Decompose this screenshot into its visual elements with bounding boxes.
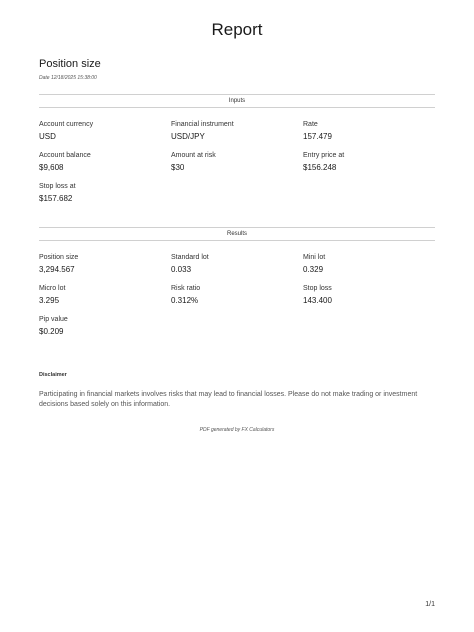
field-value: $9,608 xyxy=(39,163,64,172)
result-mini-lot xyxy=(303,253,433,275)
field-value: $156.248 xyxy=(303,163,337,172)
field-label: Pip value xyxy=(39,316,68,323)
input-amount-at-risk xyxy=(171,151,301,173)
field-value: 143.400 xyxy=(303,296,332,305)
report-subtitle: Position size xyxy=(39,58,101,70)
inputs-section-heading: Inputs xyxy=(39,94,435,108)
field-value: 3.295 xyxy=(39,296,60,305)
input-account-balance xyxy=(39,151,169,173)
results-section-heading: Results xyxy=(39,227,435,241)
field-label: Risk ratio xyxy=(171,285,201,292)
result-risk-ratio xyxy=(171,284,301,306)
field-value: 157.479 xyxy=(303,132,332,141)
field-label: Standard lot xyxy=(171,254,209,261)
disclaimer-text: Participating in financial markets involves risks that may lead to financial losses. Please do not make trading or investment decisions based solely on this information. xyxy=(39,391,418,408)
field-value: USD xyxy=(39,132,56,141)
field-label: Entry price at xyxy=(303,152,345,159)
field-value: 3,294.567 xyxy=(39,265,75,274)
field-value: 0.033 xyxy=(171,265,192,274)
field-label: Stop loss at xyxy=(39,183,76,190)
field-value: $30 xyxy=(171,163,185,172)
disclaimer-heading: Disclaimer xyxy=(39,372,67,378)
field-label: Mini lot xyxy=(303,254,326,261)
field-value: 0.329 xyxy=(303,265,324,274)
field-label: Account currency xyxy=(39,121,94,128)
report-date: Date 12/18/2025 15:38:00 xyxy=(39,75,97,81)
input-rate xyxy=(303,120,433,142)
field-label: Stop loss xyxy=(303,285,332,292)
input-stop-loss xyxy=(39,182,169,204)
page-title: Report xyxy=(211,20,263,39)
field-label: Amount at risk xyxy=(171,152,216,159)
result-standard-lot xyxy=(171,253,301,275)
input-financial-instrument xyxy=(171,120,301,142)
page-number: 1/1 xyxy=(425,601,435,608)
field-label: Position size xyxy=(39,254,79,261)
field-value: 0.312% xyxy=(171,296,199,305)
field-label: Account balance xyxy=(39,152,91,159)
field-value: USD/JPY xyxy=(171,132,205,141)
field-label: Micro lot xyxy=(39,285,66,292)
input-entry-price xyxy=(303,151,433,173)
field-value: $0.209 xyxy=(39,327,64,336)
result-position-size xyxy=(39,253,169,275)
field-label: Rate xyxy=(303,121,318,128)
result-micro-lot xyxy=(39,284,169,306)
field-label: Financial instrument xyxy=(171,121,234,128)
result-stop-loss xyxy=(303,284,433,306)
field-value: $157.682 xyxy=(39,194,73,203)
input-account-currency xyxy=(39,120,169,142)
result-pip-value xyxy=(39,315,169,337)
generated-by-note: PDF generated by FX Calculators xyxy=(199,427,275,433)
